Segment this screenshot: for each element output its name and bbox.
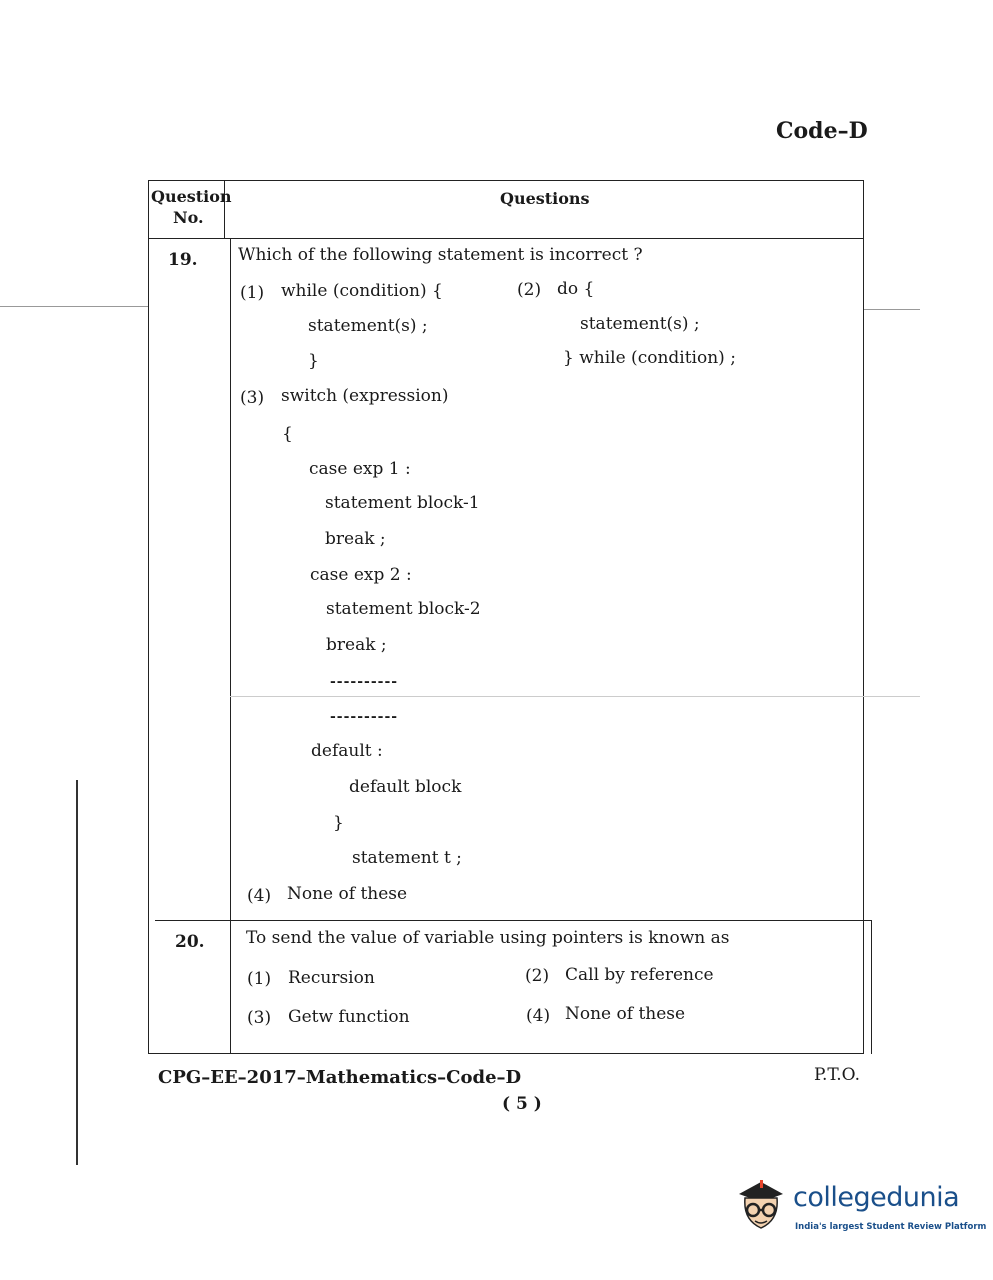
option-text: None of these — [565, 1004, 686, 1024]
option-code-line: statement block-1 — [325, 493, 480, 513]
question-text: To send the value of variable using pointers is known as — [246, 928, 730, 948]
option-text: Call by reference — [565, 965, 714, 985]
option-code-line: { — [282, 424, 293, 444]
row-divider — [155, 920, 872, 921]
column-header-questions: Questions — [500, 189, 590, 208]
option-code-line: default block — [349, 777, 462, 797]
scan-edge-mark — [76, 780, 78, 1165]
paper-code-label: Code–D — [776, 118, 868, 144]
column-divider — [230, 238, 231, 1054]
option-code-ellipsis: ---------- — [330, 709, 399, 725]
option-number: (2) — [525, 966, 550, 986]
option-code-line: do { — [557, 279, 595, 299]
option-code-line: case exp 1 : — [309, 459, 411, 479]
table-right-edge — [871, 920, 872, 1054]
option-code-line: statement(s) ; — [308, 316, 428, 336]
collegedunia-watermark — [733, 1172, 987, 1242]
option-code-line: case exp 2 : — [310, 565, 412, 585]
option-code-line: } while (condition) ; — [563, 348, 736, 368]
option-code-line: while (condition) { — [281, 281, 443, 301]
option-code-line: statement block-2 — [326, 599, 481, 619]
option-text: Getw function — [288, 1007, 410, 1027]
header-row-divider — [148, 238, 864, 239]
option-number: (4) — [247, 886, 272, 906]
footer-paper-code: CPG–EE–2017–Mathematics–Code–D — [158, 1067, 522, 1088]
watermark-tagline: India's largest Student Review Platform — [795, 1222, 987, 1232]
column-header-qno-line1: Question — [151, 187, 232, 206]
option-number: (3) — [240, 388, 265, 408]
option-code-line: } — [333, 813, 344, 833]
scan-artifact-line — [864, 309, 920, 310]
scan-artifact-line — [230, 696, 920, 697]
option-code-line: default : — [311, 741, 383, 761]
footer-pto: P.T.O. — [814, 1065, 860, 1085]
mascot-logo-icon — [733, 1172, 791, 1234]
question-number: 20. — [175, 932, 205, 952]
option-code-ellipsis: ---------- — [330, 674, 399, 690]
question-number: 19. — [168, 250, 198, 270]
scan-artifact-line — [0, 306, 148, 307]
option-text: Recursion — [288, 968, 375, 988]
option-number: (2) — [517, 280, 542, 300]
option-code-line: statement t ; — [352, 848, 462, 868]
option-text: None of these — [287, 884, 408, 904]
option-code-line: break ; — [325, 529, 386, 549]
option-code-line: break ; — [326, 635, 387, 655]
option-number: (4) — [526, 1006, 551, 1026]
column-header-qno-line2: No. — [173, 208, 204, 227]
watermark-brand: collegedunia — [793, 1182, 960, 1213]
question-table — [148, 180, 864, 1054]
page-number: ( 5 ) — [502, 1094, 542, 1114]
question-text: Which of the following statement is incorrect ? — [238, 245, 643, 265]
option-number: (1) — [240, 283, 265, 303]
option-code-line: } — [308, 351, 319, 371]
option-code-line: statement(s) ; — [580, 314, 700, 334]
option-number: (1) — [247, 969, 272, 989]
option-number: (3) — [247, 1008, 272, 1028]
option-code-line: switch (expression) — [281, 386, 449, 406]
